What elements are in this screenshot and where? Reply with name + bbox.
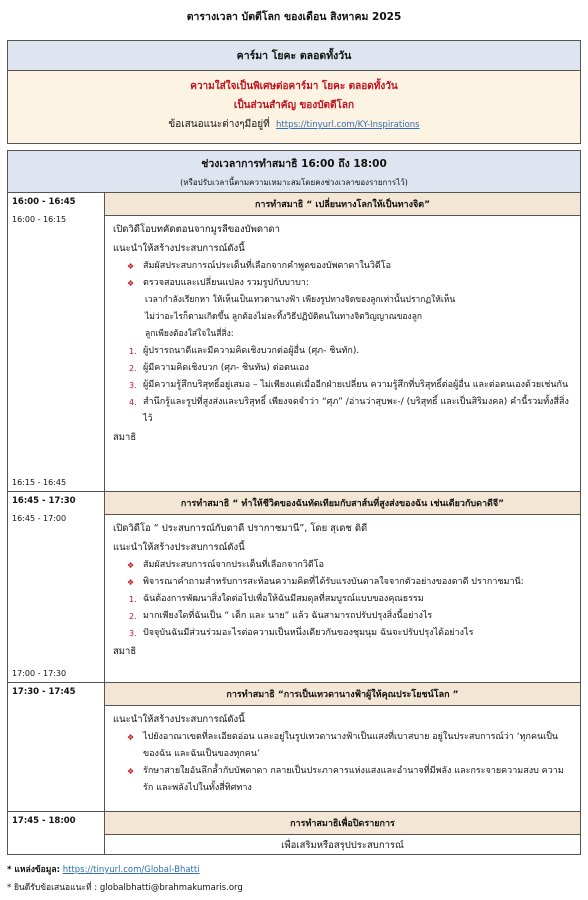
karma-yoga-box bbox=[7, 40, 581, 144]
list-item: ❖ สัมผัสประสบการณ์จากประเด็นที่เลือกจากวิดีโอ bbox=[113, 557, 572, 574]
session-heading: การทำสมาธิ “การเป็นเทวดานางฟ้าผู้ให้คุณประโยชน์โลก ” bbox=[105, 683, 580, 706]
list-item: 4. สำนึกรู้และรูปที่สูงส่งและบริสุทธิ์ เพียงจดจำว่า “ศุภ” /อ่านว่าสุบพะ-/ (บริสุทธิ์ และเป็นสิริมงคล) คำนี้รวมทั้งสี่สิ่งไว้ bbox=[129, 397, 569, 424]
list-item: 1. ผู้ปรารถนาดีและมีความคิดเชิงบวกต่อผู้อื่น (ศุภ- ชินทัก). bbox=[129, 346, 360, 356]
list-item: 2. ผู้มีความคิดเชิงบวก (ศุภ- ชินทัน) ต่อตนเอง bbox=[129, 363, 309, 373]
sub-text: ไม่ว่าอะไรก็ตามเกิดขึ้น ลูกต้องไม่ละทิ้งวิธีปฏิบัติตนในทางจิตวิญญาณของลูก bbox=[145, 312, 423, 322]
diamond-bullet-icon: ❖ bbox=[127, 262, 135, 271]
list-item: ❖ สัมผัสประสบการณ์ประเด็นที่เลือกจากคำพูดของบัพดาดาในวิดีโอ bbox=[113, 258, 572, 275]
karma-yoga-line1: ความใส่ใจเป็นพิเศษต่อคาร์มา โยคะ ตลอดทั้งวัน bbox=[190, 81, 398, 92]
inspirations-link[interactable]: https://tinyurl.com/KY-Inspirations bbox=[276, 120, 420, 130]
guide-text: แนะนำให้สร้างประสบการณ์ดังนี้ bbox=[113, 243, 245, 254]
session-heading: การทำสมาธิ “ เปลี่ยนทางโลกให้เป็นทางจิต” bbox=[105, 193, 580, 216]
meditation-period-header: ช่วงเวลาการทำสมาธิ 16:00 ถึง 18:00 bbox=[201, 158, 387, 170]
session-time: 17:30 - 17:45 bbox=[12, 687, 76, 697]
session-4 bbox=[8, 812, 580, 854]
meditation-time: 17:00 - 17:30 bbox=[12, 669, 67, 678]
closing-text: เพื่อเสริมหรือสรุปประสบการณ์ bbox=[281, 840, 404, 851]
session-2 bbox=[8, 492, 580, 683]
list-item: ❖ รักษาสายใยอันลึกล้ำกับบัพดาดา กลายเป็นประภาคารแห่งแสงและอำนาจที่มีพลัง และกระจายความสงบ ความรัก และพลังไปในทั้งสี่ทิศทาง bbox=[113, 763, 572, 797]
list-item: 3. ปัจจุบันฉันมีส่วนร่วมอะไรต่อความเป็นหนึ่งเดียวกันของชุมนุม ฉันจะปรับปรุงได้อย่างไร bbox=[129, 628, 474, 638]
diamond-bullet-icon: ❖ bbox=[127, 578, 135, 587]
list-item: ❖ ตรวจสอบและเปลี่ยนแปลง รวมรูปกับบาบา: bbox=[113, 275, 572, 292]
session-time: 16:00 - 16:45 bbox=[12, 197, 76, 207]
sub-text: เวลากำลังเรียกหา ให้เห็นเป็นเทวดานางฟ้า เพียงรูปทางจิตของลูกเท่านั้นปรากฏให้เห็น bbox=[145, 295, 456, 305]
guide-text: แนะนำให้สร้างประสบการณ์ดังนี้ bbox=[113, 542, 245, 553]
source-link[interactable]: https://tinyurl.com/Global-Bhatti bbox=[62, 865, 200, 875]
session-heading: การทำสมาธิเพื่อปิดรายการ bbox=[105, 812, 580, 835]
source-note bbox=[7, 862, 200, 876]
session-3 bbox=[8, 683, 580, 812]
meditation-label: สมาธิ bbox=[113, 646, 137, 657]
karma-yoga-line2: เป็นส่วนสำคัญ ของบัตตีโลก bbox=[233, 100, 355, 111]
session-1 bbox=[8, 193, 580, 492]
video-intro: เปิดวิดีโอ “ ประสบการณ์กับดาดี ปรากาชมานี”, โดย สุเดช ดิดี bbox=[113, 523, 368, 534]
diamond-bullet-icon: ❖ bbox=[127, 561, 135, 570]
diamond-bullet-icon: ❖ bbox=[127, 279, 135, 288]
diamond-bullet-icon: ❖ bbox=[127, 733, 135, 742]
diamond-bullet-icon: ❖ bbox=[127, 767, 135, 776]
meditation-period-note: (หรือปรับเวลานี้ตามความเหมาะสมโดยคงช่วงเวลาของรายการไว้) bbox=[180, 178, 408, 187]
source-label: * แหล่งข้อมูล: bbox=[7, 865, 60, 875]
page-title: ตารางเวลา บัตตีโลก ของเดือน สิงหาคม 2025 bbox=[186, 11, 402, 23]
feedback-note: * ยินดีรับข้อเสนอแนะที่ : globalbhatti@brahmakumaris.org bbox=[7, 883, 243, 893]
list-item: 1. ฉันต้องการพัฒนาสิ่งใดต่อไปเพื่อให้ฉันมีสมดุลที่สมบูรณ์แบบของคุณธรรม bbox=[129, 594, 424, 604]
video-time: 16:45 - 17:00 bbox=[12, 514, 67, 523]
sub-text: ลูกเพียงต้องใส่ใจในสี่สิ่ง: bbox=[145, 329, 234, 339]
list-item: 3. ผู้มีความรู้สึกบริสุทธิ์อยู่เสมอ – ไม่เพียงแต่เมื่ออีกฝ่ายเปลี่ยน ความรู้สึกที่บริสุทธิ์ต่อผู้อื่น และต่อตนเองด้วยเช่นกัน bbox=[129, 380, 569, 390]
guide-text: แนะนำให้สร้างประสบการณ์ดังนี้ bbox=[113, 714, 245, 725]
session-time: 17:45 - 18:00 bbox=[12, 816, 76, 826]
suggestions-label: ข้อเสนอแนะต่างๆมีอยู่ที่ bbox=[168, 119, 270, 130]
meditation-label: สมาธิ bbox=[113, 432, 137, 443]
karma-yoga-header: คาร์มา โยคะ ตลอดทั้งวัน bbox=[8, 41, 580, 71]
video-intro: เปิดวิดีโอบทคัดตอนจากมูรลีของบัพดาดา bbox=[113, 224, 280, 235]
meditation-time: 16:15 - 16:45 bbox=[12, 478, 67, 487]
meditation-schedule-box bbox=[7, 150, 581, 855]
list-item: 2. มากเพียงใดที่ฉันเป็น “ เด็ก และ นาย” แล้ว ฉันสามารถปรับปรุงสิ่งนี้อย่างไร bbox=[129, 611, 433, 621]
video-time: 16:00 - 16:15 bbox=[12, 215, 67, 224]
list-item: ❖ พิจารณาคำถามสำหรับการสะท้อนความคิดที่ได้รับแรงบันดาลใจจากตัวอย่างของดาดี ปรากาชมานี: bbox=[113, 574, 572, 591]
session-heading: การทำสมาธิ “ ทำให้ชีวิตของฉันทัดเทียมกับสาส์นที่สูงส่งของฉัน เช่นเดียวกับดาดีจี” bbox=[105, 492, 580, 515]
session-time: 16:45 - 17:30 bbox=[12, 496, 76, 506]
list-item: ❖ ไปยังอาณาเขตที่ละเอียดอ่อน และอยู่ในรูปเทวดานางฟ้าเป็นแสงที่เบาสบาย อยู่ในประสบการณ์ว่า ‘ทุกคนเป็นของฉัน และฉันเป็นของทุกคน’ bbox=[113, 729, 572, 763]
